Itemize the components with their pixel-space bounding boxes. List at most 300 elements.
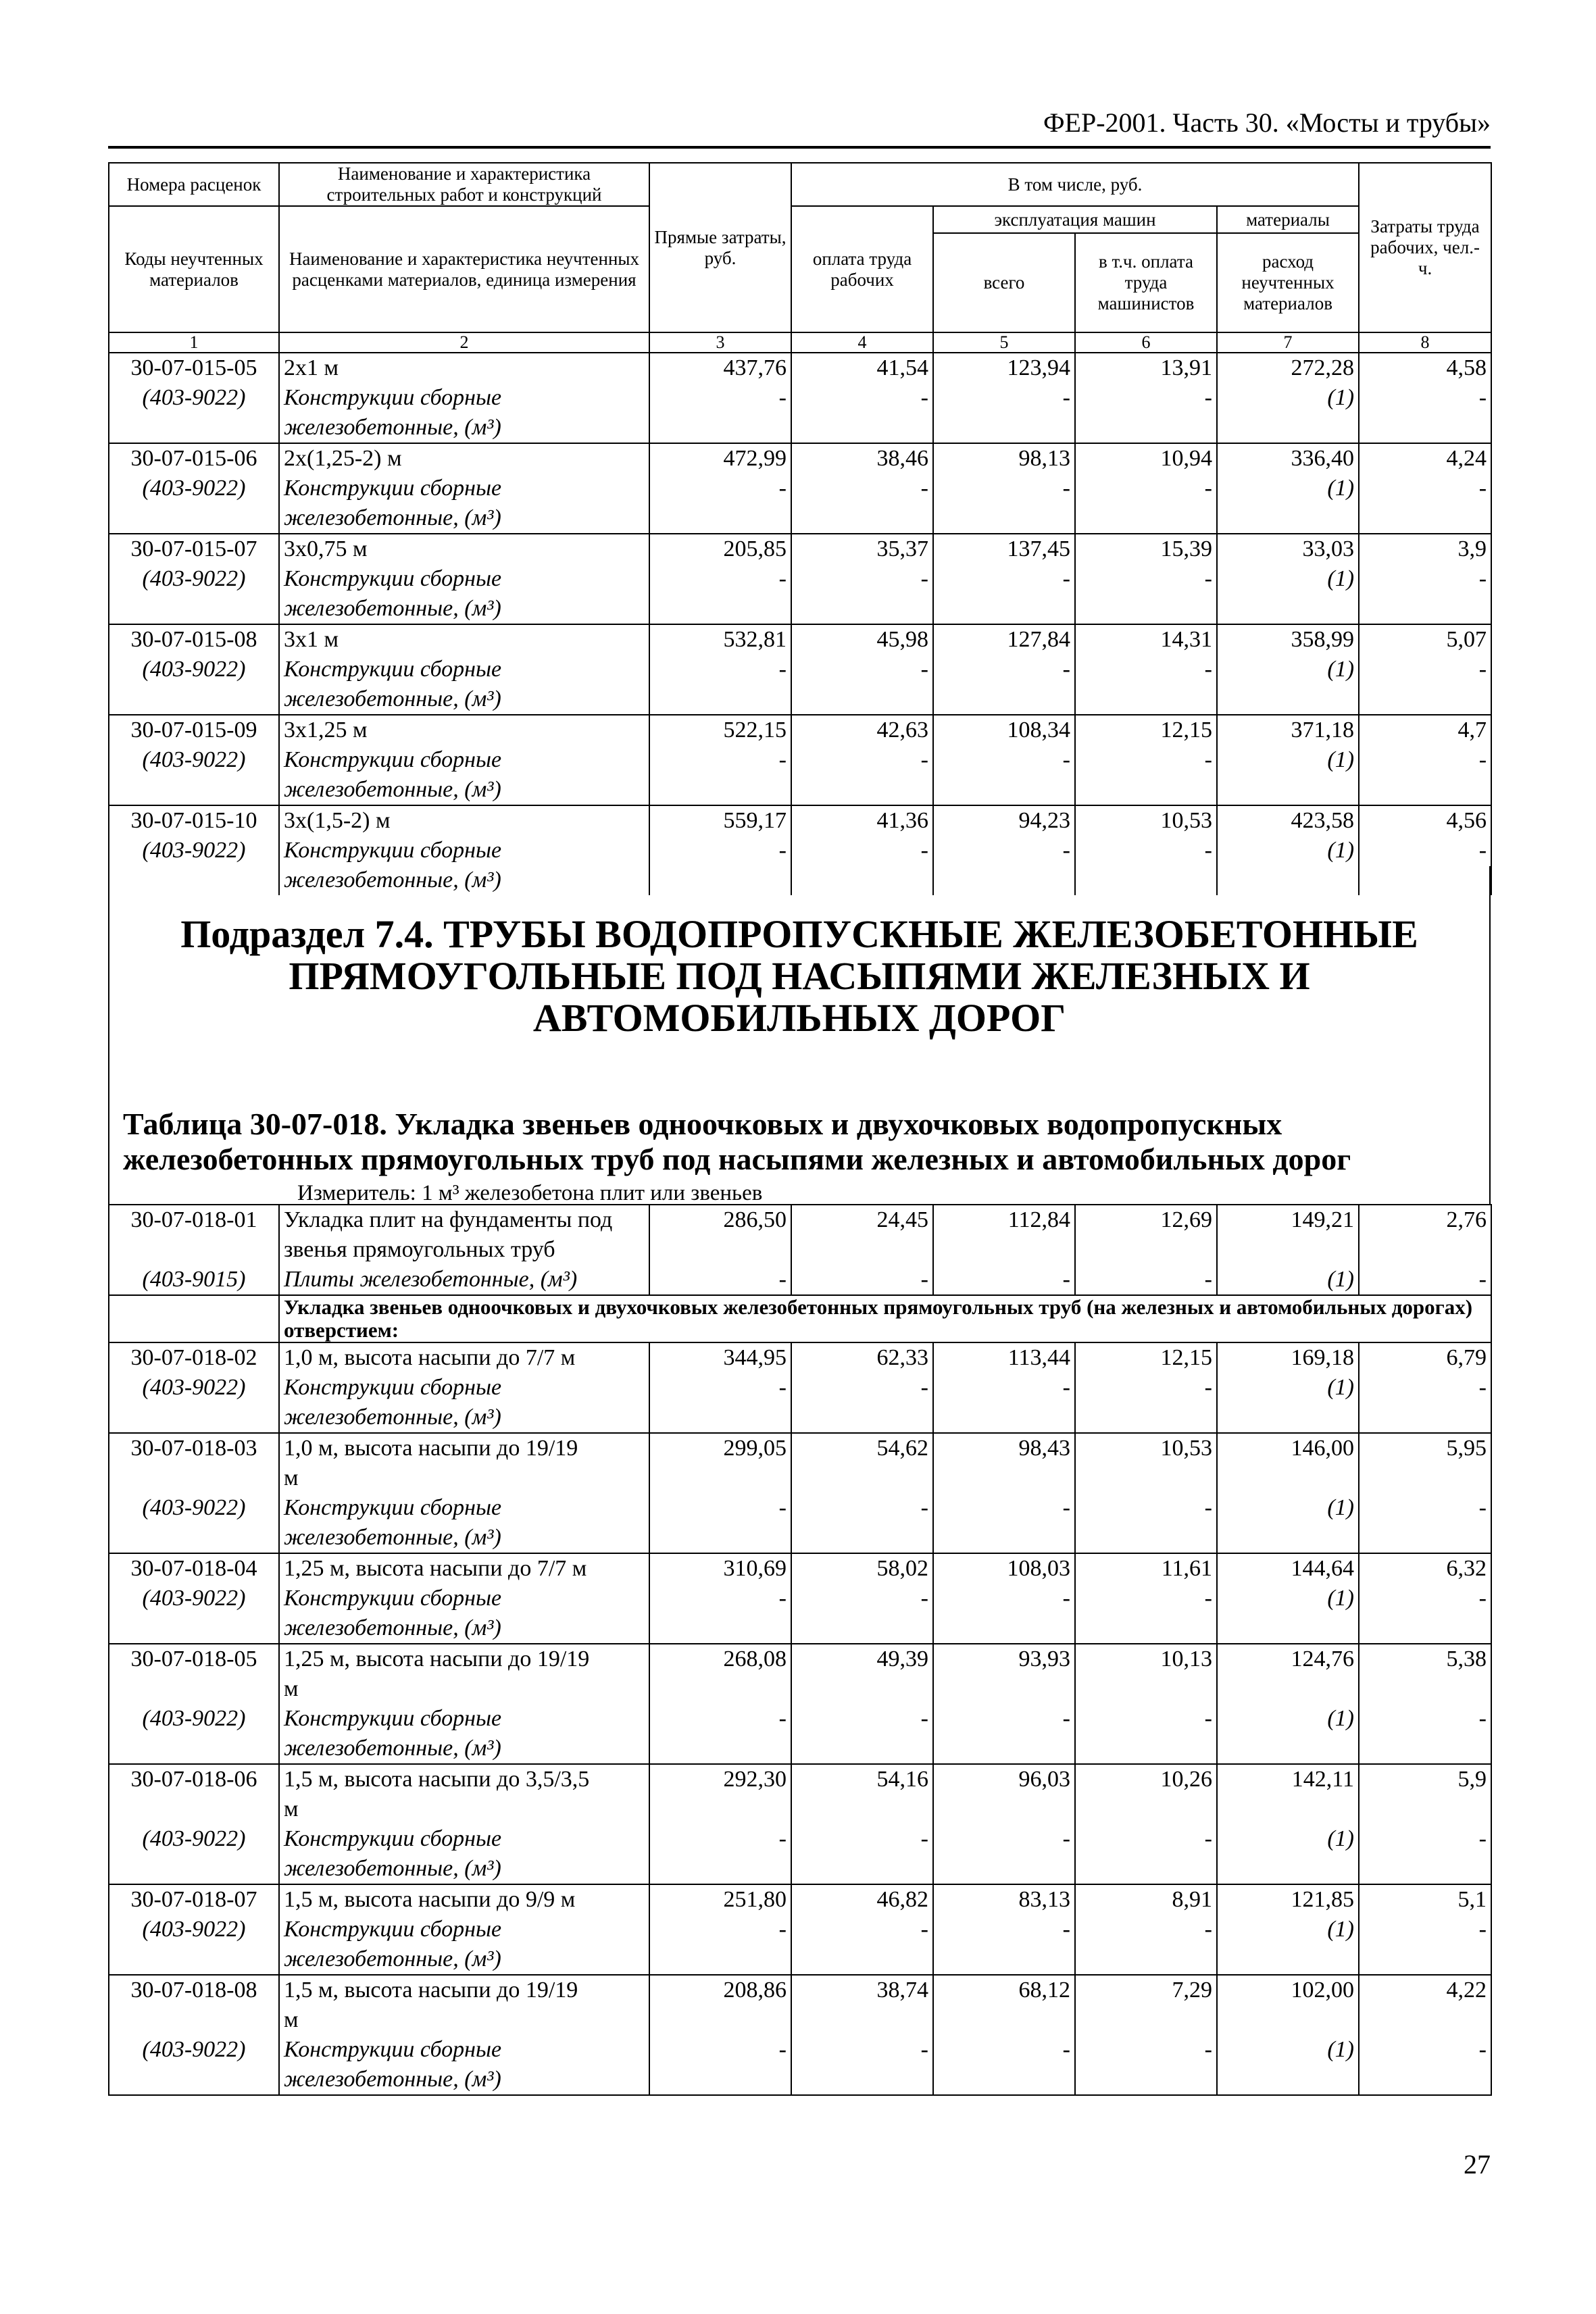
value-cell: 15,39 [1075,534,1217,564]
value-cell-empty [791,503,933,534]
header-rate-numbers: Номера расценок [109,163,279,206]
rate-name: железобетонные, (м³) [279,1403,649,1433]
rate-name: Конструкции сборные [279,1704,649,1734]
table-row [109,1265,1491,1295]
empty-value-dash: - [1359,1915,1491,1944]
table-row [109,624,1491,655]
rate-name: Конструкции сборные [279,1493,649,1523]
value-cell-empty [1359,1523,1491,1553]
empty-value-dash: - [1359,564,1491,594]
value-cell-empty [933,1403,1075,1433]
value-cell: 6,79 [1359,1342,1491,1373]
table-row [109,1734,1491,1764]
value-cell: 124,76 [1217,1644,1359,1674]
rate-code-empty [109,413,279,443]
value-cell-empty [791,684,933,715]
value-cell-empty [1075,413,1217,443]
value-cell: 6,32 [1359,1553,1491,1584]
rate-code: (403-9022) [109,1493,279,1523]
empty-value-dash: - [791,2035,933,2065]
empty-value-dash: - [649,1584,791,1613]
value-cell-empty [1075,503,1217,534]
value-cell: 472,99 [649,443,791,474]
value-cell: 137,45 [933,534,1075,564]
empty-value-dash: - [649,1915,791,1944]
empty-value-dash: - [1075,1915,1217,1944]
value-cell-empty [933,1613,1075,1644]
value-cell-empty [1359,2065,1491,2095]
value-cell: 437,76 [649,353,791,383]
material-quantity: (1) [1217,1265,1359,1295]
table-row [109,1854,1491,1884]
rate-code: (403-9022) [109,2035,279,2065]
rate-code-empty [109,1944,279,1975]
value-cell: 205,85 [649,534,791,564]
material-quantity: (1) [1217,1373,1359,1403]
value-cell: 54,16 [791,1764,933,1794]
header-machine-wage: в т.ч. оплата труда машинистов [1075,233,1217,332]
value-cell-empty [791,1235,933,1265]
empty-value-dash: - [1075,1704,1217,1734]
value-cell: 12,69 [1075,1205,1217,1235]
col-number: 2 [279,332,649,353]
material-quantity: (1) [1217,655,1359,684]
rate-name: м [279,1674,649,1704]
value-cell-empty [1217,2065,1359,2095]
value-cell-empty [649,684,791,715]
value-cell-empty [791,1674,933,1704]
empty-value-dash: - [933,383,1075,413]
value-cell: 98,43 [933,1433,1075,1463]
value-cell: 108,03 [933,1553,1075,1584]
value-cell: 522,15 [649,715,791,745]
empty-value-dash: - [1359,655,1491,684]
value-cell-empty [1359,594,1491,624]
empty-value-dash: - [933,1584,1075,1613]
empty-value-dash: - [791,1493,933,1523]
value-cell-empty [1075,1734,1217,1764]
rate-name: железобетонные, (м³) [279,684,649,715]
value-cell: 41,54 [791,353,933,383]
rate-code: 30-07-015-06 [109,443,279,474]
rate-code-empty [109,1734,279,1764]
value-cell-empty [649,2065,791,2095]
value-cell: 113,44 [933,1342,1075,1373]
table-row [109,1613,1491,1644]
empty-value-dash: - [791,1704,933,1734]
value-cell: 559,17 [649,805,791,836]
empty-value-dash: - [791,383,933,413]
value-cell: 5,07 [1359,624,1491,655]
rate-code-empty [109,684,279,715]
rate-name: м [279,2005,649,2035]
rates-table-top [108,162,1492,895]
value-cell: 13,91 [1075,353,1217,383]
empty-value-dash: - [1359,745,1491,775]
material-quantity: (1) [1217,1584,1359,1613]
empty-value-dash: - [1075,474,1217,503]
value-cell: 54,62 [791,1433,933,1463]
rate-name: железобетонные, (м³) [279,1523,649,1553]
value-cell-empty [933,2005,1075,2035]
empty-value-dash: - [933,1373,1075,1403]
rate-name: 1,0 м, высота насыпи до 7/7 м [279,1342,649,1373]
rate-code: (403-9022) [109,1373,279,1403]
value-cell: 96,03 [933,1764,1075,1794]
rate-name: 1,5 м, высота насыпи до 19/19 [279,1975,649,2005]
value-cell-empty [1075,775,1217,805]
empty-value-dash: - [933,1915,1075,1944]
value-cell: 142,11 [1217,1764,1359,1794]
col-number: 8 [1359,332,1491,353]
material-quantity: (1) [1217,2035,1359,2065]
table-row [109,1584,1491,1613]
value-cell: 8,91 [1075,1884,1217,1915]
value-cell: 358,99 [1217,624,1359,655]
value-cell-empty [1075,1944,1217,1975]
empty-value-dash: - [933,1704,1075,1734]
table-row [109,1553,1491,1584]
value-cell-empty [1217,2005,1359,2035]
rate-code: 30-07-018-07 [109,1884,279,1915]
value-cell-empty [649,1463,791,1493]
group-heading: Укладка звеньев одноочковых и двухочковых железобетонных прямоугольных труб (на железных и автомобильных дорогах) отверстием: [279,1295,1491,1342]
rate-code: 30-07-018-06 [109,1764,279,1794]
rate-name: Конструкции сборные [279,564,649,594]
material-quantity: (1) [1217,1493,1359,1523]
section-block [108,866,1491,1204]
rate-code: (403-9022) [109,564,279,594]
table-row [109,1205,1491,1235]
value-cell: 310,69 [649,1553,791,1584]
value-cell-empty [1217,1944,1359,1975]
rates-table-bottom [108,1204,1492,2096]
value-cell-empty [649,775,791,805]
value-cell: 121,85 [1217,1884,1359,1915]
value-cell-empty [791,1523,933,1553]
value-cell-empty [1359,1674,1491,1704]
empty-value-dash: - [1359,1373,1491,1403]
value-cell: 5,95 [1359,1433,1491,1463]
rate-name: Конструкции сборные [279,2035,649,2065]
value-cell: 2,76 [1359,1205,1491,1235]
rate-code: (403-9015) [109,1265,279,1295]
header-work-name: Наименование и характеристика строительных работ и конструкций [279,163,649,206]
table-row [109,474,1491,503]
value-cell-empty [1359,1235,1491,1265]
top-rows [109,353,1491,895]
value-cell: 5,9 [1359,1764,1491,1794]
value-cell-empty [791,2005,933,2035]
empty-value-dash: - [791,1824,933,1854]
rate-code: (403-9022) [109,474,279,503]
value-cell-empty [933,1854,1075,1884]
empty-value-dash: - [649,2035,791,2065]
material-quantity: (1) [1217,564,1359,594]
table-row [109,1884,1491,1915]
value-cell: 4,24 [1359,443,1491,474]
page-number: 27 [1464,2149,1491,2180]
value-cell-empty [1359,2005,1491,2035]
value-cell: 10,94 [1075,443,1217,474]
value-cell-empty [1075,1463,1217,1493]
table-row [109,1644,1491,1674]
value-cell-empty [649,1674,791,1704]
empty-value-dash: - [649,1265,791,1295]
value-cell-empty [1217,1674,1359,1704]
empty-value-dash: - [933,1493,1075,1523]
rate-name: Конструкции сборные [279,383,649,413]
rate-name: м [279,1463,649,1493]
value-cell-empty [933,1235,1075,1265]
value-cell: 144,64 [1217,1553,1359,1584]
value-cell: 299,05 [649,1433,791,1463]
running-header: ФЕР-2001. Часть 30. «Мосты и трубы» [1043,107,1491,138]
table-row [109,1403,1491,1433]
rate-code: 30-07-015-05 [109,353,279,383]
rate-name: Конструкции сборные [279,1915,649,1944]
value-cell-empty [933,1734,1075,1764]
value-cell-empty [791,2065,933,2095]
header-labor-wage: оплата труда рабочих [791,206,933,332]
value-cell-empty [933,684,1075,715]
rate-code-empty [109,1613,279,1644]
measure-unit: Измеритель: 1 м³ железобетона плит или звеньев [297,1181,763,1205]
value-cell: 4,22 [1359,1975,1491,2005]
table-row [109,1975,1491,2005]
rate-code-empty [109,1674,279,1704]
empty-value-dash: - [649,1493,791,1523]
rate-name: железобетонные, (м³) [279,1734,649,1764]
value-cell-empty [1217,775,1359,805]
empty-value-dash: - [933,1824,1075,1854]
table-row [109,2005,1491,2035]
rate-code-empty [109,1854,279,1884]
rate-name: 3х0,75 м [279,534,649,564]
value-cell: 42,63 [791,715,933,745]
rate-code: (403-9022) [109,1915,279,1944]
value-cell-empty [1075,1235,1217,1265]
empty-value-dash: - [791,1915,933,1944]
value-cell: 33,03 [1217,534,1359,564]
empty-value-dash: - [791,1265,933,1295]
header-material-codes: Коды неучтенных материалов [109,206,279,332]
table-row [109,413,1491,443]
rate-name: 3х1 м [279,624,649,655]
value-cell-empty [1075,1613,1217,1644]
empty-value-dash: - [933,655,1075,684]
value-cell-empty [1217,684,1359,715]
rate-code: 30-07-015-09 [109,715,279,745]
rate-code: 30-07-015-10 [109,805,279,836]
rate-code: 30-07-018-04 [109,1553,279,1584]
rate-code: (403-9022) [109,836,279,865]
header-machine-operation: эксплуатация машин [933,206,1217,233]
value-cell: 93,93 [933,1644,1075,1674]
value-cell-empty [933,2065,1075,2095]
rate-code: 30-07-015-07 [109,534,279,564]
value-cell-empty [1075,2005,1217,2035]
rate-code-empty [109,1463,279,1493]
empty-value-dash: - [1075,1584,1217,1613]
value-cell: 12,15 [1075,1342,1217,1373]
material-quantity: (1) [1217,1824,1359,1854]
table-row [109,684,1491,715]
rate-name: железобетонные, (м³) [279,1854,649,1884]
rate-code: (403-9022) [109,1824,279,1854]
value-cell-empty [1359,1794,1491,1824]
table-row [109,594,1491,624]
empty-value-dash: - [1359,1824,1491,1854]
value-cell-empty [1359,1734,1491,1764]
table-row [109,1944,1491,1975]
value-cell-empty [1217,1734,1359,1764]
empty-value-dash: - [1075,745,1217,775]
rate-name: м [279,1794,649,1824]
empty-value-dash: - [649,836,791,865]
value-cell: 4,56 [1359,805,1491,836]
empty-value-dash: - [791,564,933,594]
rate-code: 30-07-018-05 [109,1644,279,1674]
value-cell: 251,80 [649,1884,791,1915]
header-labor-costs: Затраты труда рабочих, чел.-ч. [1359,163,1491,332]
empty-value-dash: - [933,1265,1075,1295]
empty-value-dash: - [1359,383,1491,413]
col-number: 7 [1217,332,1359,353]
value-cell-empty [1217,1794,1359,1824]
value-cell: 46,82 [791,1884,933,1915]
value-cell-empty [649,594,791,624]
value-cell: 10,13 [1075,1644,1217,1674]
material-quantity: (1) [1217,1704,1359,1734]
value-cell: 336,40 [1217,443,1359,474]
value-cell: 4,7 [1359,715,1491,745]
table-row [109,2035,1491,2065]
table-row [109,1704,1491,1734]
rate-name: железобетонные, (м³) [279,775,649,805]
rate-code: 30-07-018-02 [109,1342,279,1373]
empty-value-dash: - [933,745,1075,775]
table-row [109,1373,1491,1403]
value-cell-empty [1359,1403,1491,1433]
rate-name: железобетонные, (м³) [279,1613,649,1644]
value-cell-empty [649,413,791,443]
value-cell: 94,23 [933,805,1075,836]
table-row [109,1433,1491,1463]
value-cell: 7,29 [1075,1975,1217,2005]
empty-value-dash: - [1075,1373,1217,1403]
rate-name: 2х(1,25-2) м [279,443,649,474]
value-cell-empty [933,413,1075,443]
value-cell-empty [933,594,1075,624]
value-cell: 146,00 [1217,1433,1359,1463]
header-rule [108,146,1491,149]
value-cell: 268,08 [649,1644,791,1674]
empty-value-dash: - [1359,1493,1491,1523]
empty-value-dash: - [933,474,1075,503]
empty-value-dash: - [791,745,933,775]
rate-code: 30-07-015-08 [109,624,279,655]
rate-code: (403-9022) [109,1584,279,1613]
value-cell-empty [791,1463,933,1493]
empty-value-dash: - [1075,1265,1217,1295]
value-cell-empty [791,1403,933,1433]
table-row [109,1493,1491,1523]
table-row [109,1235,1491,1265]
empty-value-dash: - [1075,383,1217,413]
table-row [109,1463,1491,1493]
table-row [109,1794,1491,1824]
value-cell: 45,98 [791,624,933,655]
value-cell-empty [933,1944,1075,1975]
value-cell-empty [649,1854,791,1884]
empty-value-dash: - [1075,836,1217,865]
table-row [109,1915,1491,1944]
rate-code-empty [109,1794,279,1824]
rate-code: 30-07-018-08 [109,1975,279,2005]
value-cell-empty [649,503,791,534]
value-cell: 38,46 [791,443,933,474]
rate-name: Конструкции сборные [279,1584,649,1613]
empty-value-dash: - [1075,564,1217,594]
empty-value-dash: - [1359,1704,1491,1734]
value-cell-empty [1217,413,1359,443]
value-cell: 14,31 [1075,624,1217,655]
value-cell-empty [1217,1523,1359,1553]
rate-code-empty [109,2005,279,2035]
empty-value-dash: - [933,836,1075,865]
rate-code: (403-9022) [109,1704,279,1734]
value-cell: 423,58 [1217,805,1359,836]
value-cell: 38,74 [791,1975,933,2005]
value-cell-empty [1075,1403,1217,1433]
empty-value-dash: - [1359,1584,1491,1613]
value-cell-empty [1359,1854,1491,1884]
value-cell-empty [1359,775,1491,805]
rate-name: Конструкции сборные [279,655,649,684]
rate-name: 1,25 м, высота насыпи до 19/19 [279,1644,649,1674]
rate-code-empty [109,503,279,534]
rate-name: 3х(1,5-2) м [279,805,649,836]
table-row [109,443,1491,474]
col-number: 1 [109,332,279,353]
rate-name: 1,0 м, высота насыпи до 19/19 [279,1433,649,1463]
rate-name: железобетонные, (м³) [279,2065,649,2095]
empty-value-dash: - [649,745,791,775]
value-cell: 35,37 [791,534,933,564]
empty-value-dash: - [649,1704,791,1734]
rate-code-empty [109,1523,279,1553]
empty-value-dash: - [649,383,791,413]
empty-value-dash: - [1075,1493,1217,1523]
value-cell-empty [1217,594,1359,624]
value-cell-empty [649,1944,791,1975]
rate-code-empty [109,594,279,624]
value-cell-empty [649,1523,791,1553]
value-cell: 208,86 [649,1975,791,2005]
value-cell-empty [791,594,933,624]
rate-name: 2х1 м [279,353,649,383]
rate-name: железобетонные, (м³) [279,503,649,534]
table-row [109,745,1491,775]
value-cell-empty [1359,684,1491,715]
table-row [109,503,1491,534]
value-cell: 58,02 [791,1553,933,1584]
value-cell: 4,58 [1359,353,1491,383]
value-cell-empty [791,413,933,443]
empty-value-dash: - [1075,655,1217,684]
value-cell-empty [1217,1613,1359,1644]
